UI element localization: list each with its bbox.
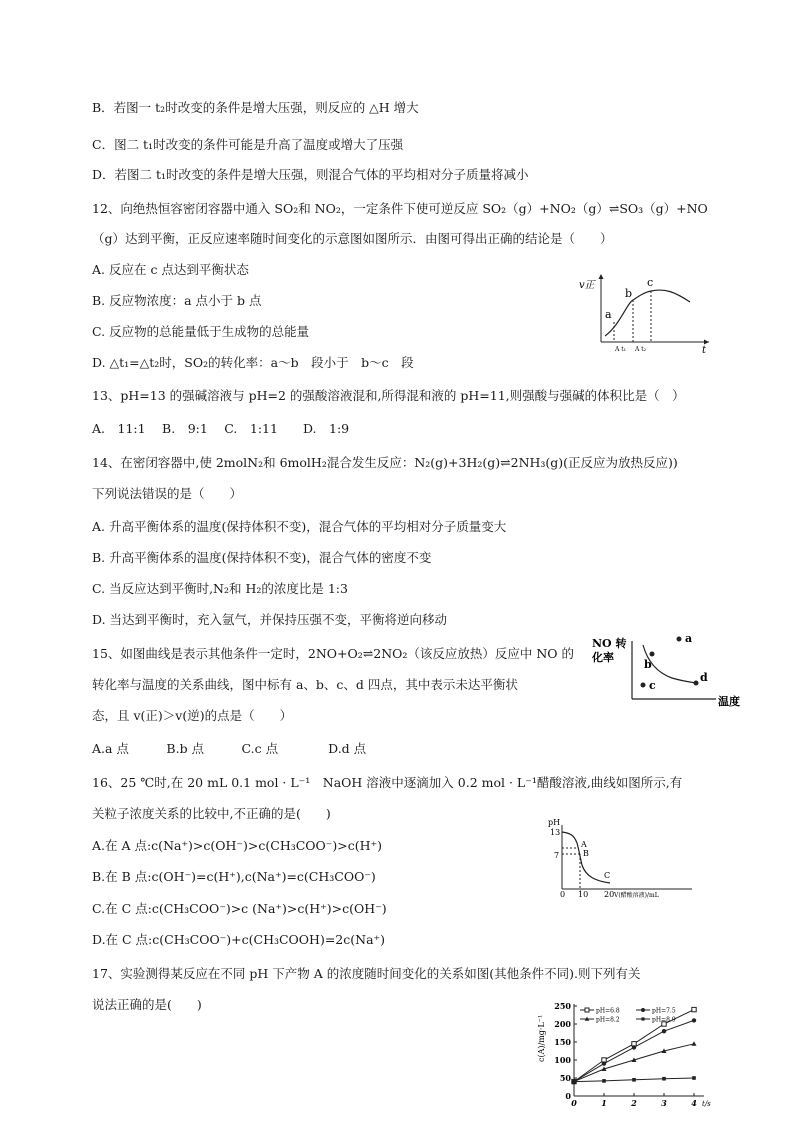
figure-q12-rate-time: [575, 270, 715, 356]
text-line-l09: D. △t₁=△t₂时，SO₂的转化率：a～b 段小于 b～c 段: [92, 355, 414, 370]
text-line-l16: C. 当反应达到平衡时,N₂和 H₂的浓度比是 1:3: [92, 581, 348, 596]
point-c: [641, 683, 646, 688]
fig15-ylabel-1: NO 转: [592, 637, 627, 650]
text-line-l18: 15、如图曲线是表示其他条件一定时，2NO+O₂⇌2NO₂（该反应放热）反应中 NO 的: [92, 646, 575, 661]
point-a: [677, 637, 682, 642]
text-line-l03: D．若图二 t₁时改变的条件是增大压强，则混合气体的平均相对分子质量将减小: [92, 167, 529, 182]
point-pH=8.9-t2: [632, 1078, 636, 1082]
xtick-label-0: 0: [571, 1098, 577, 1108]
ytick-label-200: 200: [554, 1019, 571, 1029]
point-pH=8.2-t4: [692, 1041, 697, 1046]
xtick-20: 20: [604, 890, 615, 899]
point-pH=8.9-t1: [602, 1079, 606, 1083]
text-line-l06: A. 反应在 c 点达到平衡状态: [92, 262, 249, 277]
text-line-l04: 12、向绝热恒容密闭容器中通入 SO₂和 NO₂，一定条件下使可逆反应 SO₂（g）+NO₂（g）⇌SO₃（g）+NO: [92, 201, 708, 216]
text-line-l25: B.在 B 点:c(OH⁻)=c(H⁺),c(Na⁺)=c(CH₃COO⁻): [92, 869, 376, 884]
text-line-l27: D.在 C 点:c(CH₃COO⁻)+c(CH₃COOH)=2c(Na⁺): [92, 932, 385, 947]
text-line-l19: 转化率与温度的关系曲线，图中标有 a、b、c、d 四点，其中表示未达平衡状: [92, 677, 518, 692]
legend-marker-pH=6.8: [585, 1008, 589, 1012]
figure-q16-titration: [540, 815, 700, 899]
legend-label-pH=8.2: pH=8.2: [596, 1016, 620, 1024]
point-pH=6.8-t4: [692, 1007, 696, 1011]
legend-label-pH=8.9: pH=8.9: [652, 1016, 676, 1024]
point-b-label: b: [644, 658, 652, 671]
point-c-label: c: [647, 276, 654, 289]
text-line-l20: 态，且 v(正)＞v(逆)的点是（ ）: [92, 708, 293, 723]
text-line-l15: B. 升高平衡体系的温度(保持体积不变)，混合气体的密度不变: [92, 550, 432, 565]
point-b-label: b: [625, 287, 633, 300]
text-line-l29: 说法正确的是( ): [92, 997, 202, 1012]
legend-marker-pH=8.9: [641, 1017, 644, 1020]
ytick-label-250: 250: [554, 1001, 571, 1011]
y-axis-arrow: [599, 274, 604, 279]
point-pH=8.9-t3: [662, 1077, 666, 1081]
ytick-label-150: 150: [554, 1037, 571, 1047]
text-line-l02: C．图二 t₁时改变的条件可能是升高了温度或增大了压强: [92, 137, 404, 152]
text-line-l01: B．若图一 t₂时改变的条件是增大压强，则反应的 △H 增大: [92, 100, 419, 115]
point-d-label: d: [700, 671, 708, 684]
text-line-l10: 13、pH=13 的强碱溶液与 pH=2 的强酸溶液混和,所得混和液的 pH=11,则强酸与强碱的体积比是（ ）: [92, 388, 685, 403]
text-line-l26: C.在 C 点:c(CH₃COO⁻)>c (Na⁺)>c(H⁺)>c(OH⁻): [92, 901, 387, 916]
fig16-ylabel: pH: [548, 818, 561, 827]
text-line-l05: （g）达到平衡，正反应速率随时间变化的示意图如图所示．由图可得出正确的结论是（ ）: [92, 231, 613, 246]
fig16-xlabel: V(醋酸溶液)/mL: [614, 892, 659, 899]
text-line-l12: 14、在密闭容器中,使 2molN₂和 6molH₂混合发生反应：N₂(g)+3H₂(g)⇌2NH₃(g)(正反应为放热反应)): [92, 455, 678, 470]
series-line-pH=7.5: [574, 1020, 694, 1081]
point-d: [694, 681, 699, 686]
point-pH=7.5-t4: [692, 1018, 696, 1022]
figure-q17-chart: [536, 1000, 711, 1110]
ytick-label-0: 0: [565, 1091, 571, 1101]
point-pH=7.5-t1: [602, 1061, 606, 1065]
text-line-l13: 下列说法错误的是（ ）: [92, 486, 243, 501]
xtick-label-3: 3: [661, 1098, 667, 1108]
text-line-l28: 17、实验测得某反应在不同 pH 下产物 A 的浓度随时间变化的关系如图(其他条件不同).则下列有关: [92, 966, 641, 981]
point-A-label: A: [581, 840, 587, 849]
ytick-13: 13: [550, 828, 561, 837]
concentration-time-chart: [536, 1000, 711, 1110]
legend-label-pH=7.5: pH=7.5: [652, 1007, 676, 1015]
text-line-l24: A.在 A 点:c(Na⁺)>c(OH⁻)>c(CH₃COO⁻)>c(H⁺): [92, 838, 382, 853]
point-b: [650, 652, 655, 657]
fig12-ylabel: v正: [579, 280, 595, 291]
legend-marker-pH=7.5: [641, 1008, 645, 1012]
legend-label-pH=6.8: pH=6.8: [596, 1007, 620, 1015]
text-line-l21: A.a 点 B.b 点 C.c 点 D.d 点: [92, 741, 367, 756]
text-line-l22: 16、25 ℃时,在 20 mL 0.1 mol · L⁻¹ NaOH 溶液中逐滴加入 0.2 mol · L⁻¹醋酸溶液,曲线如图所示,有: [92, 775, 683, 790]
fig15-xlabel: 温度: [718, 695, 740, 708]
text-line-l17: D. 当达到平衡时，充入氩气，并保持压强不变，平衡将逆向移动: [92, 612, 448, 627]
x-axis-arrow: [704, 340, 709, 345]
figure-q15-conversion-temperature: [592, 633, 774, 711]
point-C-label: C: [604, 871, 611, 880]
fig15-ylabel-2: 化率: [592, 651, 614, 664]
interval-2-label: A t₂: [635, 346, 647, 353]
point-a-label: a: [685, 632, 693, 645]
x-axis-label: t/s: [702, 1100, 711, 1108]
point-pH=7.5-t3: [662, 1029, 666, 1033]
point-pH=8.9-t0: [572, 1080, 576, 1084]
point-c-label: c: [649, 679, 656, 692]
xtick-0: 0: [560, 890, 566, 899]
text-line-l07: B. 反应物浓度：a 点小于 b 点: [92, 293, 262, 308]
xtick-label-2: 2: [631, 1098, 637, 1108]
fig12-xlabel: t: [702, 345, 707, 356]
rate-curve: [605, 290, 690, 336]
xtick-10: 10: [578, 890, 589, 899]
interval-1-label: A t₁: [615, 346, 627, 353]
ytick-7: 7: [554, 851, 560, 860]
xtick-label-1: 1: [601, 1098, 607, 1108]
point-B-label: B: [583, 849, 589, 858]
text-line-l11: A. 11:1 B. 9:1 C. 1:11 D. 1:9: [92, 421, 350, 436]
text-line-l23: 关粒子浓度关系的比较中,不正确的是( ): [92, 806, 331, 821]
point-pH=8.9-t4: [692, 1076, 696, 1080]
ytick-label-50: 50: [559, 1073, 571, 1083]
text-line-l14: A. 升高平衡体系的温度(保持体积不变)，混合气体的平均相对分子质量变大: [92, 519, 507, 534]
text-line-l08: C. 反应物的总能量低于生成物的总能量: [92, 324, 310, 339]
point-a-label: a: [605, 308, 612, 321]
xtick-label-4: 4: [691, 1098, 697, 1108]
point-pH=7.5-t2: [632, 1045, 636, 1049]
ytick-label-100: 100: [554, 1055, 571, 1065]
y-axis-label: c(A)/mg·L⁻¹: [537, 1014, 546, 1062]
